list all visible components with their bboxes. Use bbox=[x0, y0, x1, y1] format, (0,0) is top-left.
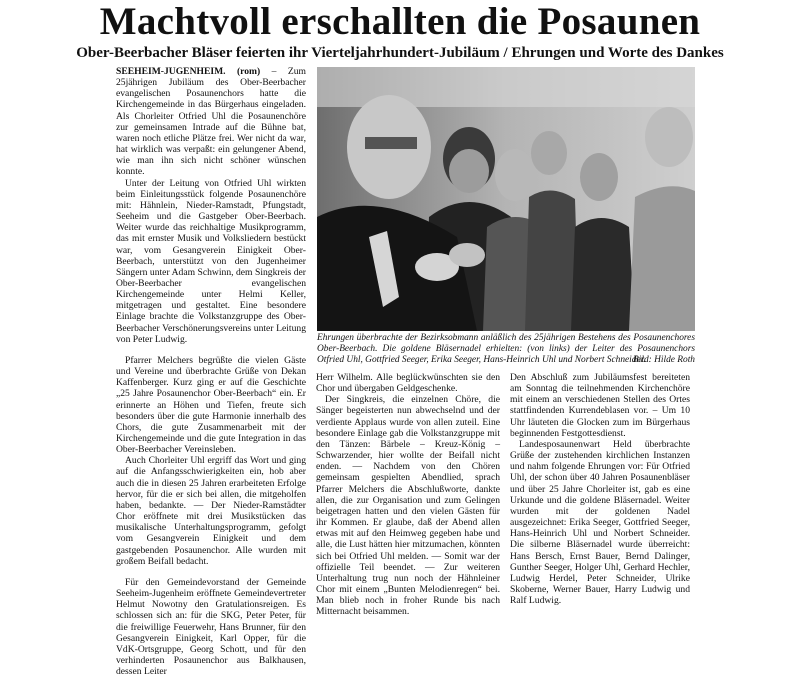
article-paragraph: Landesposaunenwart Held überbrachte Grüße der zustehenden kirchlichen Instanzen und nahm folgende Ehrungen vor: Für Otfried Uhl, der schon über 40 Jahren Posaunenbläser und über 25 Jahre Chorleiter ist, gab es eine Urkunde und die goldene Bläsernadel. Weiter wurden mit der goldenen Nadel ausgezeichnet: Erika Seeger, Gottfried Seeger, Hans-Heinrich Uhl und Norbert Schneider. Die silberne Bläsernadel wurde überreicht: Hans Bersch, Ernst Bauer, Bernd Dalinger, Gunther Seeger, Holger Uhl, Gerhard Hechler, Ludwig Herdel, Peter Schneider, Ulrike Skoberne, Werner Bauer, Harry Ludwig und Ralf Ludwig. bbox=[510, 438, 690, 607]
paragraph-text: – Zum 25jährigen Jubiläum des Ober-Beerbacher evangelischen Posaunenchors hatte die Kirchengemeinde in das Bürgerhaus eingeladen. Als Chorleiter Otfried Uhl die Posaunenchöre zur gemeinsamen Intrade auf die Bühne bat, waren noch etliche Plätze frei. Wer nicht da war, hat wirklich was verpaßt: ein gelungener Abend, wie man ihn sich nicht schöner wünschen konnte. bbox=[116, 66, 306, 178]
article-paragraph: Herr Wilhelm. Alle beglückwünschten sie den Chor und übergaben Geldgeschenke. bbox=[316, 372, 500, 395]
article-paragraph bbox=[116, 66, 306, 178]
article-paragraph: Für den Gemeindevorstand der Gemeinde Seeheim-Jugenheim eröffnete Gemeindevertreter Helmut Nowotny den Gratulationsreigen. Es schlossen sich an: für die SKG, Peter Peter, für die freiwillige Feuerwehr, Hans Brunner, für den Gesangverein Einigkeit, Karl Opper, für die VdK-Ortsgruppe, Georg Schott, und für den verhinderten Posaunenchor aus Balkhausen, dessen Leiter bbox=[116, 576, 306, 677]
article-column-3 bbox=[510, 372, 690, 606]
photo-credit: Bild: Hilde Roth bbox=[633, 355, 695, 365]
photo-caption bbox=[317, 333, 695, 366]
article-paragraph: Den Abschluß zum Jubiläumsfest bereiteten am Sonntag die teilnehmenden Kirchenchöre mit einem an verschiedenen Stellen des Ortes stattfindenden Kurrendeblasen vor. – Um 10 Uhr läuteten die Glocken zum im Bürgerhaus beginnenden Festgottesdienst. bbox=[510, 372, 690, 439]
article-column-2 bbox=[316, 372, 500, 617]
dateline: SEEHEIM-JUGENHEIM. (rom) bbox=[116, 66, 261, 77]
event-photo bbox=[317, 67, 695, 331]
article-paragraph: Pfarrer Melchers begrüßte die vielen Gäste und Vereine und überbrachte Grüße von Dekan Kaffenberger. Kurz ging er auf die Geschichte „25 Jahre Posaunenchor Ober-Beerbach“ ein. Er erinnerte an Höhen und Tiefen, freute sich besonders über die gute Harmonie innerhalb des Chors, die gute Zusammenarbeit mit der Kirchengemeinde und die gute Integration in das Ober-Beerbacher Vereinsleben. bbox=[116, 354, 306, 456]
caption-text: Ehrungen überbrachte der Bezirksobmann anläßlich des 25jährigen Bestehens des Posaunenchores Ober-Beerbach. Die goldene Bläsernadel erhielten: (von links) der Leiter des Posaunenchors Otfried Uhl, Gottfried Seeger, Erika Seeger, Hans-Heinrich Uhl und Norbert Schneider. bbox=[317, 333, 695, 365]
article-paragraph: Der Singkreis, die einzelnen Chöre, die Sänger begeisterten nun abwechselnd und der verdiente Applaus wurde von allen zuteil. Eine besondere Einlage gab die Volkstanzgruppe mit den Tänzen: Bärbele – Kreuz-König – Schwarzender, hier wollte der Beifall nicht enden. — Nachdem von den Chören gemeinsam gespielten Abendlied, sprach Pfarrer Melchers die Abschlußworte, dankte allen, die zur Organisation und zum Gelingen beigetragen hatten und den vielen Gästen für ihr Kommen. Er glaube, daß der Abend allen etwas mit auf den Heimweg gegeben habe und alle, die Lust hätten hier mitzumachen, könnten sich bei Otfried Uhl melden. — Somit war der offizielle Teil beendet. — Zur weiteren Unterhaltung trug nun noch der Hähnleiner Chor mit einem „Bunten Melodienregen“ bei. Man blieb noch in froher Runde bis nach Mitternacht beisammen. bbox=[316, 394, 500, 618]
subheadline: Ober-Beerbacher Bläser feierten ihr Vierteljahrhundert-Jubiläum / Ehrungen und Worte des Dankes bbox=[76, 45, 724, 61]
article-paragraph: Auch Chorleiter Uhl ergriff das Wort und ging auf die Anfangsschwierigkeiten ein, hob aber auch die in diesen 25 Jahren erarbeiteten Erfolge hervor, für die er sich bei allen, die mitgeholfen haben, bedankte. — Der Nieder-Ramstädter Chor eröffnete mit drei Musikstücken das musikalische Unterhaltungsprogramm, gefolgt vom Gesangverein Einigkeit und dem gastgebenden Posaunenchor. Alle wurden mit großem Beifall bedacht. bbox=[116, 455, 306, 567]
headline: Machtvoll erschallten die Posaunen bbox=[99, 0, 701, 43]
article-column-1 bbox=[116, 66, 306, 677]
article-paragraph: Unter der Leitung von Otfried Uhl wirkten beim Einleitungsstück folgende Posaunenchöre mit: Hähnlein, Nieder-Ramstadt, Pfungstadt, Seeheim und die Gastgeber Ober-Beerbach. Weiter wurde das reichhaltige Musikprogramm, das mit ernster Musik und Volksliedern bestückt war, vom Gesangverein Einigkeit Ober-Beerbach, unterstützt von den Jugenheimer Sängern unter Adam Schwinn, dem Singkreis der Ober-Beerbacher evangelischen Kirchengemeinde unter Helmi Keller, mitgetragen und gestaltet. Eine besondere Einlage brachte die Volkstanzgruppe des Ober-Beerbacher Verschönerungsvereins unter Leitung von Peter Ludwig. bbox=[116, 177, 306, 345]
